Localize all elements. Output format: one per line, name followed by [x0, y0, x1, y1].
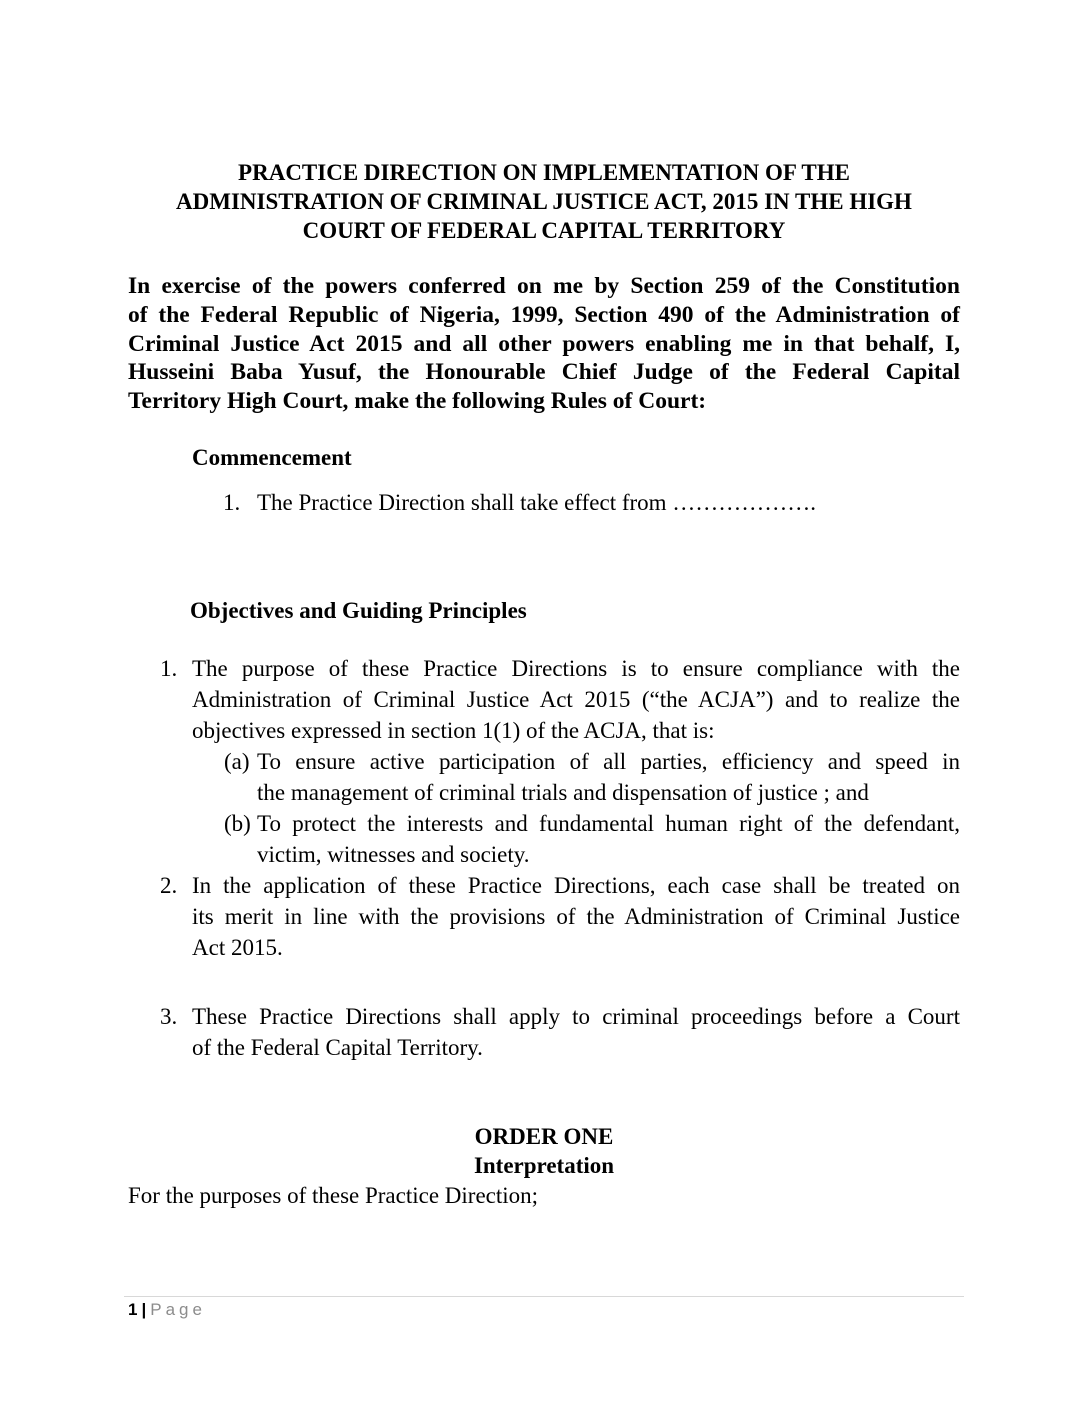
text-line: victim, witnesses and society. — [257, 842, 530, 867]
text-line: its merit in line with the provisions of the Administration of Criminal Justice — [192, 904, 960, 929]
title-line: PRACTICE DIRECTION ON IMPLEMENTATION OF THE — [238, 160, 850, 185]
preamble-line: Criminal Justice Act 2015 and all other powers enabling me in that behalf, I, — [128, 330, 960, 357]
title-line: COURT OF FEDERAL CAPITAL TERRITORY — [302, 218, 786, 243]
text-line: To ensure active participation of all parties, efficiency and speed in — [257, 749, 960, 774]
subitem-text — [257, 808, 960, 870]
text-line: In the application of these Practice Directions, each case shall be treated on — [192, 873, 960, 898]
text-line: Administration of Criminal Justice Act 2015 (“the ACJA”) and to realize the — [192, 687, 960, 712]
text-line: The purpose of these Practice Directions is to ensure compliance with the — [192, 656, 960, 681]
objectives-heading: Objectives and Guiding Principles — [190, 598, 527, 623]
preamble — [128, 272, 960, 416]
objective-item-number: 3. — [160, 1004, 178, 1029]
preamble-line: of the Federal Republic of Nigeria, 1999, Section 490 of the Administration of — [128, 301, 960, 328]
text-line: the management of criminal trials and dispensation of justice ; and — [257, 780, 869, 805]
order-title: ORDER ONE — [474, 1124, 614, 1149]
text-line: of the Federal Capital Territory. — [192, 1035, 483, 1060]
objective-item-text — [192, 653, 960, 746]
commencement-heading: Commencement — [192, 445, 352, 470]
objective-item-number: 1. — [160, 656, 178, 681]
title-line: ADMINISTRATION OF CRIMINAL JUSTICE ACT, 2015 IN THE HIGH — [176, 189, 912, 214]
text-line: Act 2015. — [192, 935, 283, 960]
objective-item-text — [192, 1001, 960, 1063]
preamble-line: Territory High Court, make the following Rules of Court: — [128, 388, 707, 415]
preamble-line: In exercise of the powers conferred on me by Section 259 of the Constitution — [128, 273, 960, 299]
objective-item-number: 2. — [160, 873, 178, 898]
commencement-item-number: 1. — [223, 490, 241, 515]
footer-separator: | — [141, 1300, 147, 1319]
order-subtitle: Interpretation — [473, 1153, 615, 1178]
subitem-text — [257, 746, 960, 808]
page-number: 1 — [128, 1300, 138, 1319]
text-line: These Practice Directions shall apply to criminal proceedings before a Court — [192, 1004, 960, 1029]
page-label: Page — [150, 1300, 206, 1319]
document-title — [128, 158, 960, 245]
objective-item-text — [192, 870, 960, 963]
text-line: To protect the interests and fundamental human right of the defendant, — [257, 811, 960, 836]
commencement-item-text: The Practice Direction shall take effect from ………………. — [257, 490, 817, 515]
text-line: objectives expressed in section 1(1) of the ACJA, that is: — [192, 718, 715, 743]
order-intro: For the purposes of these Practice Direction; — [128, 1183, 539, 1208]
page-footer — [128, 1299, 206, 1321]
preamble-line: Husseini Baba Yusuf, the Honourable Chief Judge of the Federal Capital — [128, 359, 960, 386]
footer-divider — [124, 1296, 964, 1297]
subitem-label: (a) — [224, 749, 250, 774]
subitem-label: (b) — [224, 811, 251, 836]
